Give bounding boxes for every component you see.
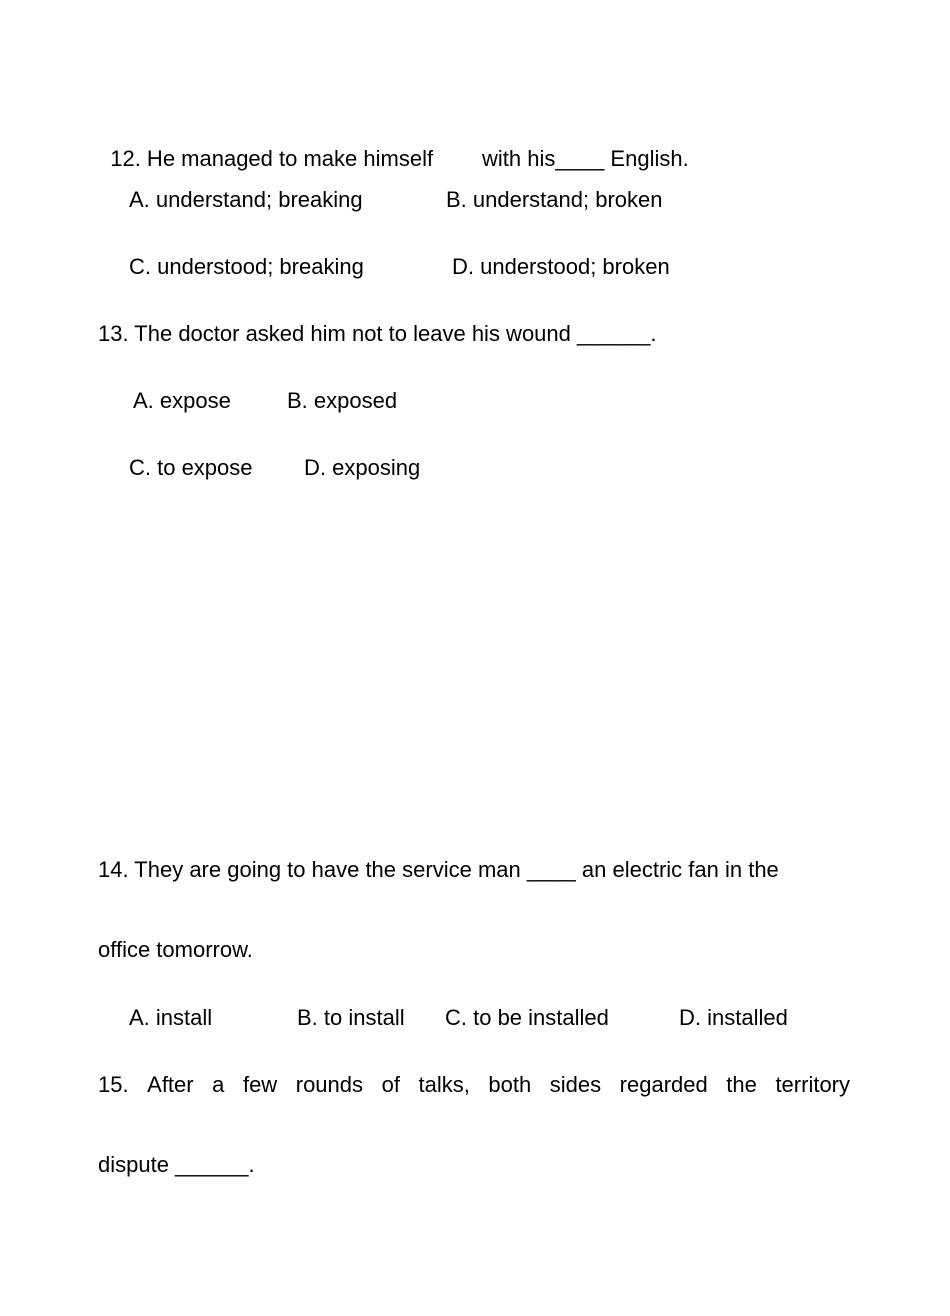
question-13-option-d: D. exposing [304,455,421,480]
question-12-option-d: D. understood; broken [452,254,670,279]
question-15-word: of [381,1072,400,1097]
question-13-option-a: A. expose [133,388,231,413]
question-12-option-a: A. understand; breaking [129,187,363,212]
question-15-word: talks, [418,1072,470,1097]
question-12-stem-part2: with his____ English. [475,146,689,171]
question-14-option-d: D. installed [679,1005,788,1030]
question-15-word: rounds [295,1072,364,1097]
question-12-stem [98,120,689,172]
question-15-word: the [726,1072,757,1097]
question-15-word: regarded [619,1072,708,1097]
question-15-word: 15. [98,1072,129,1097]
question-14-option-c: C. to be installed [445,1005,609,1030]
question-15-word: a [212,1072,225,1097]
question-13-stem: 13. The doctor asked him not to leave his wound ______. [98,321,657,346]
question-13-option-b: B. exposed [287,388,398,413]
question-15-word: sides [549,1072,602,1097]
question-14-option-a: A. install [129,1005,213,1030]
question-12-stem-part1: 12. He managed to make himself [110,146,440,171]
question-15-stem-line1 [98,1072,850,1098]
question-14-stem-line2: office tomorrow. [98,937,253,962]
question-12-option-b: B. understand; broken [446,187,663,212]
question-15-word: territory [775,1072,850,1097]
question-12-blank [439,146,476,171]
question-15-stem-line2: dispute ______. [98,1152,255,1177]
question-15-word: both [488,1072,532,1097]
question-14-option-b: B. to install [297,1005,405,1030]
question-13-option-c: C. to expose [129,455,253,480]
question-14-stem-line1: 14. They are going to have the service man ____ an electric fan in the [98,857,779,882]
question-15-word: few [242,1072,278,1097]
question-15-word: After [147,1072,194,1097]
question-12-option-c: C. understood; breaking [129,254,364,279]
